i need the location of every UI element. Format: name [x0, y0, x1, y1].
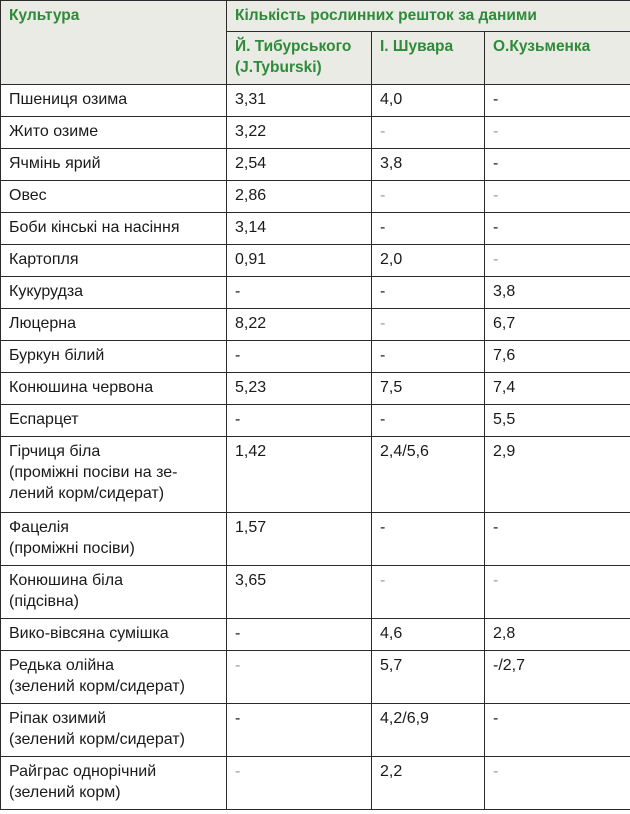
residue-value-cell: 4,0 — [372, 85, 485, 117]
residue-value-cell: - — [485, 181, 630, 213]
residue-value-cell: 5,5 — [485, 405, 630, 437]
header-source-tyburski: Й. Тибурського (J.Tyburski) — [227, 32, 372, 85]
residue-value-cell: - — [485, 245, 630, 277]
table-row — [1, 373, 630, 405]
residue-value-cell: 2,86 — [227, 181, 372, 213]
crop-name-cell: Вико-вівсяна сумішка — [1, 619, 227, 651]
header-crop: Культура — [1, 1, 227, 85]
residue-value-cell: 7,5 — [372, 373, 485, 405]
residue-value-cell: - — [372, 341, 485, 373]
residue-value-cell: 4,6 — [372, 619, 485, 651]
residue-value-cell: 6,7 — [485, 309, 630, 341]
crop-name-cell: Овес — [1, 181, 227, 213]
table-row — [1, 309, 630, 341]
crop-name-cell: Люцерна — [1, 309, 227, 341]
residue-value-cell: - — [372, 117, 485, 149]
residue-value-cell: - — [485, 704, 630, 757]
residue-value-cell: 1,57 — [227, 513, 372, 566]
crop-name-cell: Райграс однорічний (зелений корм) — [1, 757, 227, 810]
crop-name-cell: Боби кінські на насіння — [1, 213, 227, 245]
table-row — [1, 149, 630, 181]
table-header — [1, 1, 630, 85]
crop-name-cell: Буркун білий — [1, 341, 227, 373]
residue-value-cell: 2,4/5,6 — [372, 437, 485, 513]
residue-value-cell: 3,8 — [372, 149, 485, 181]
table-row — [1, 651, 630, 704]
table-row — [1, 513, 630, 566]
crop-name-cell: Ріпак озимий (зелений корм/сидерат) — [1, 704, 227, 757]
residue-value-cell: - — [485, 117, 630, 149]
residue-value-cell: 0,91 — [227, 245, 372, 277]
residue-value-cell: 2,8 — [485, 619, 630, 651]
residue-value-cell: - — [485, 566, 630, 619]
table-row — [1, 117, 630, 149]
residue-value-cell: 2,2 — [372, 757, 485, 810]
residue-value-cell: - — [372, 405, 485, 437]
crop-name-cell: Кукурудза — [1, 277, 227, 309]
residue-value-cell: - — [227, 619, 372, 651]
residue-value-cell: 7,4 — [485, 373, 630, 405]
table-row — [1, 181, 630, 213]
table-row — [1, 277, 630, 309]
table-row — [1, 341, 630, 373]
table-row — [1, 85, 630, 117]
table-row — [1, 566, 630, 619]
crop-name-cell: Картопля — [1, 245, 227, 277]
residue-value-cell: - — [372, 181, 485, 213]
residue-value-cell: 2,54 — [227, 149, 372, 181]
crop-name-cell: Конюшина червона — [1, 373, 227, 405]
residue-value-cell: - — [227, 757, 372, 810]
table-row — [1, 213, 630, 245]
residue-value-cell: 5,7 — [372, 651, 485, 704]
residue-value-cell: 3,31 — [227, 85, 372, 117]
crop-name-cell: Пшениця озима — [1, 85, 227, 117]
residue-value-cell: - — [485, 213, 630, 245]
table-row — [1, 245, 630, 277]
crop-name-cell: Ячмінь ярий — [1, 149, 227, 181]
crop-name-cell: Конюшина біла (підсівна) — [1, 566, 227, 619]
residue-value-cell: - — [227, 704, 372, 757]
header-source-kuzmenko: О.Кузьменка — [485, 32, 630, 85]
residue-value-cell: - — [485, 757, 630, 810]
residue-value-cell: - — [227, 341, 372, 373]
residue-value-cell: 1,42 — [227, 437, 372, 513]
residue-value-cell: 2,0 — [372, 245, 485, 277]
residue-value-cell: - — [372, 277, 485, 309]
table-row — [1, 757, 630, 810]
crop-name-cell: Фацелія (проміжні посіви) — [1, 513, 227, 566]
table-row — [1, 405, 630, 437]
residue-value-cell: 5,23 — [227, 373, 372, 405]
residue-value-cell: - — [372, 213, 485, 245]
crop-name-cell: Жито озиме — [1, 117, 227, 149]
residue-value-cell: 3,14 — [227, 213, 372, 245]
residue-value-cell: - — [227, 405, 372, 437]
crop-name-cell: Редька олійна (зелений корм/сидерат) — [1, 651, 227, 704]
residue-value-cell: 3,65 — [227, 566, 372, 619]
residue-value-cell: - — [485, 513, 630, 566]
table-body — [1, 85, 630, 810]
residue-value-cell: 7,6 — [485, 341, 630, 373]
residue-value-cell: - — [485, 85, 630, 117]
residue-value-cell: - — [227, 651, 372, 704]
residue-value-cell: 3,22 — [227, 117, 372, 149]
residue-value-cell: 4,2/6,9 — [372, 704, 485, 757]
header-source-shuvar: І. Шувара — [372, 32, 485, 85]
residue-value-cell: 8,22 — [227, 309, 372, 341]
table-row — [1, 619, 630, 651]
table-row — [1, 704, 630, 757]
crop-name-cell: Еспарцет — [1, 405, 227, 437]
residue-value-cell: - — [372, 513, 485, 566]
residue-value-cell: 3,8 — [485, 277, 630, 309]
residue-value-cell: -/2,7 — [485, 651, 630, 704]
table-row — [1, 437, 630, 513]
residue-value-cell: 2,9 — [485, 437, 630, 513]
residue-value-cell: - — [227, 277, 372, 309]
crop-name-cell: Гірчиця біла (проміжні посіви на зе- лений корм/сидерат) — [1, 437, 227, 513]
header-residue-group: Кількість рослинних решток за даними — [227, 1, 630, 32]
residue-value-cell: - — [372, 309, 485, 341]
residue-value-cell: - — [485, 149, 630, 181]
residue-value-cell: - — [372, 566, 485, 619]
